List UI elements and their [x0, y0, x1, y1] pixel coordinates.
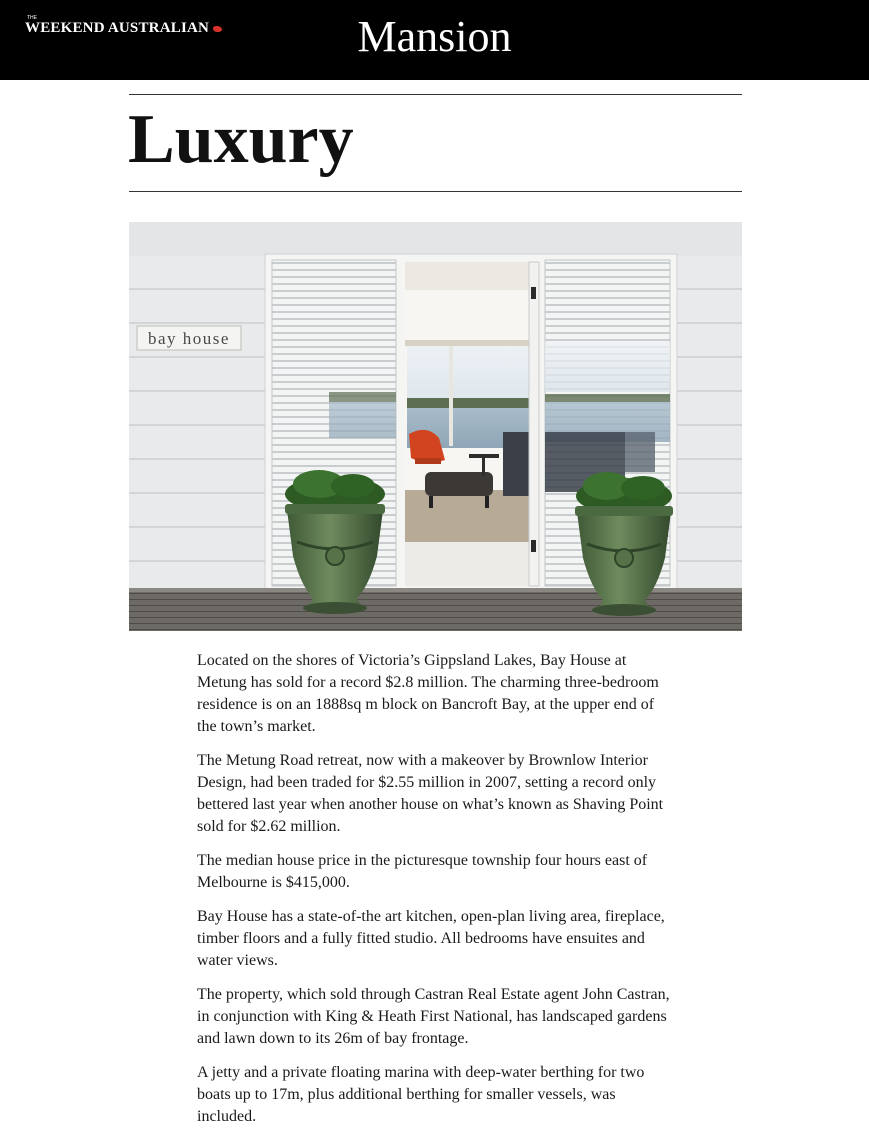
masthead: [0, 0, 869, 80]
article-paragraph: Located on the shores of Victoria’s Gippsland Lakes, Bay House at Metung has sold for a record $2.8 million. The charming three-bedroom residence is on an 1888sq m block on Bancroft Bay, at the upper end of the town’s market.: [197, 652, 659, 735]
article-paragraph: The Metung Road retreat, now with a makeover by Brownlow Interior Design, had been traded for $2.55 million in 2007, setting a record only bettered last year when another house on what’s known as Shaving Point sold for $2.62 million.: [197, 752, 664, 835]
section-title: Luxury: [128, 101, 354, 178]
sign-text: bay house: [148, 329, 230, 348]
article-paragraph: Bay House has a state-of-the art kitchen, open-plan living area, fireplace, timber floors and a fully fitted studio. All bedrooms have ensuites and water views.: [197, 908, 665, 969]
masthead-title[interactable]: Mansion: [357, 12, 512, 61]
top-divider: [129, 94, 742, 95]
article-paragraph: A jetty and a private floating marina with deep-water berthing for two boats up to 17m, plus additional berthing for smaller vessels, was included.: [197, 1064, 645, 1125]
article-paragraph: The median house price in the picturesque township four hours east of Melbourne is $415,000.: [197, 852, 648, 891]
article-paragraph: The property, which sold through Castran Real Estate agent John Castran, in conjunction with King & Heath First National, has landscaped gardens and lawn down to its 26m of bay frontage.: [197, 986, 670, 1047]
brand-name: WEEKEND AUSTRALIAN: [25, 20, 210, 36]
hero-photo: [129, 222, 742, 631]
brand-the: THE: [27, 15, 37, 21]
bottom-divider: [129, 191, 742, 192]
article-body: [197, 650, 677, 1140]
